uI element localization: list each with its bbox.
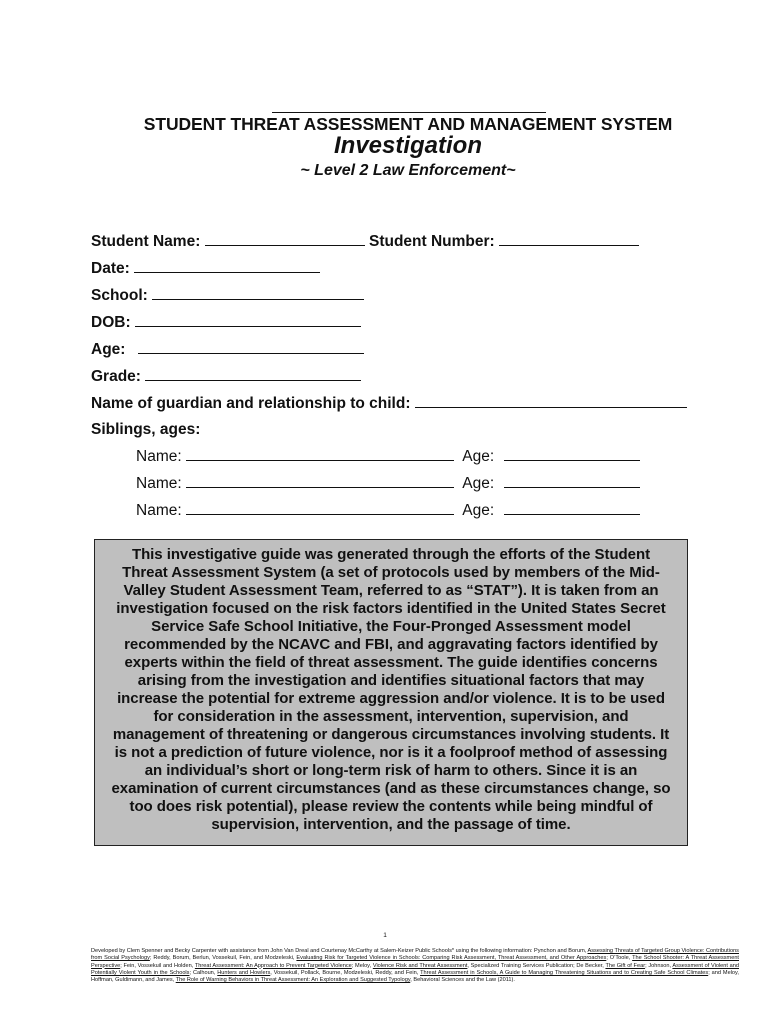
school-row [91,286,364,306]
footnote-text: Developed by Clem Spenner and Becky Carpenter with assistance from John Van Dreal and Courtenay McCarthy at Salem-Keizer Public Schools* using the following information: Pynchon and Borum, [91,948,588,954]
student-number-field[interactable] [499,232,639,246]
footnote-text: , Specialized Training Services Publication; De Becker, [467,962,606,969]
grade-label: Grade: [91,368,141,385]
date-row [91,259,320,279]
sibling-name-label: Name: [136,448,182,465]
sibling-age-label: Age: [462,475,495,492]
notice-line: Threat Assessment System (a set of protocols used by members of the Mid- [122,564,660,581]
notice-line: too does risk potential), please review the contents while being mindful of [129,798,653,815]
notice-line: This investigative guide was generated through the efforts of the Student [131,546,651,563]
sibling-name-label: Name: [136,502,182,519]
student-name-row [91,232,639,252]
sibling-name-field[interactable] [186,474,454,488]
date-field[interactable] [134,259,320,273]
footnote-text: , Vossekuil, Pollack, Bourne, Modzeleski, Reddy, and Fein, [270,969,421,976]
sibling-row [136,447,640,467]
notice-line: increase the potential for extreme aggression and/or violence. It is to be used [117,690,665,707]
grade-row [91,367,361,387]
notice-box [94,539,688,846]
footnote-citation: Threat Assessment in Schools, A Guide to Managing Threatening Situations and to Creating Safe School Climates [420,969,709,976]
notice-line: management of threatening or dangerous circumstances involving students. It [112,726,670,743]
sibling-name-field[interactable] [186,447,454,461]
footnote-text: ; and Meloy, Hoffman, Guldimann, and James, [91,969,739,984]
document-subtitle: ~ Level 2 Law Enforcement~ [300,162,516,179]
document-title: Investigation [333,132,483,159]
notice-line: for consideration in the assessment, intervention, supervision, and [153,708,629,725]
footnote-text: ; Johnson, [645,962,673,969]
sibling-name-label: Name: [136,475,182,492]
siblings-heading: Siblings, ages: [91,421,201,438]
school-field[interactable] [152,286,364,300]
footnote-citation: Violence Risk and Threat Assessment [372,962,468,969]
notice-line: supervision, intervention, and the passage of time. [211,816,571,833]
sibling-age-field[interactable] [504,447,640,461]
guardian-field[interactable] [415,394,687,408]
sibling-name-field[interactable] [186,501,454,515]
student-number-label: Student Number: [369,233,495,250]
footnote-text: , Behavioral Sciences and the Law (2011). [410,977,515,984]
notice-line: is not a prediction of future violence, nor is it a foolproof method of assessing [114,744,668,761]
footnote-citation: Assessing Threats of Targeted Group Violence: Contributions from Social Psychology [91,948,739,962]
sibling-row [136,474,640,494]
footnote [91,948,739,984]
page-number: 1 [383,932,387,939]
student-name-field[interactable] [205,232,365,246]
footnote-citation: Hunters and Howlers [217,969,271,976]
sibling-age-field[interactable] [504,501,640,515]
sibling-row [136,501,640,521]
notice-line: recommended by the NCAVC and FBI, and aggravating factors identified by [124,636,658,653]
age-field[interactable] [138,340,364,354]
footnote-text: ; Reddy, Borum, Berlun, Vossekuil, Fein, and Modzeleski, [149,955,297,962]
age-row [91,340,364,360]
sibling-age-label: Age: [462,502,495,519]
sibling-age-field[interactable] [504,474,640,488]
footnote-citation: The Gift of Fear [605,962,646,969]
student-name-label: Student Name: [91,233,201,250]
dob-row [91,313,361,333]
notice-line: Valley Student Assessment Team, referred to as “STAT”). It is taken from an [123,582,659,599]
notice-line: experts within the field of threat assessment. The guide identifies concerns [124,654,658,671]
footnote-citation: The School Shooter: A Threat Assessment Perspective [91,955,739,969]
footnote-text: ; Fein, Vossekuil and Holden, [120,962,195,969]
age-label: Age: [91,341,126,358]
system-title: STUDENT THREAT ASSESSMENT AND MANAGEMENT SYSTEM [143,114,673,134]
notice-line: Service Safe School Initiative, the Four-Pronged Assessment model [151,618,631,635]
grade-field[interactable] [145,367,361,381]
footnote-text: ; Calhoun, [189,969,218,976]
notice-line: an individual’s short or long-term risk of harm to others. Since it is an [144,762,638,779]
dob-field[interactable] [135,313,361,327]
guardian-label: Name of guardian and relationship to child: [91,395,411,412]
footnote-text: ; O’Toole, [606,955,633,962]
notice-line: investigation focused on the risk factors identified in the United States Secret [116,600,666,617]
guardian-row [91,394,687,414]
dob-label: DOB: [91,314,131,331]
notice-line: examination of current circumstances (and as these circumstances change, so [111,780,671,797]
header-rule [272,112,546,113]
notice-line: arising from the investigation and identifies situational factors that may [137,672,645,689]
date-label: Date: [91,260,130,277]
school-label: School: [91,287,148,304]
footnote-text: ; Meloy, [351,962,373,969]
footnote-citation: Evaluating Risk for Targeted Violence in Schools: Comparing Risk Assessment, Threat Assessment, and Other Approaches [296,955,607,962]
footnote-citation: Threat Assessment: An Approach to Prevent Targeted Violence [194,962,352,969]
footnote-citation: Assessment of Violent and Potentially Violent Youth in the Schools [91,962,739,976]
footnote-citation: The Role of Warning Behaviors in Threat Assessment: An Exploration and Suggested Typology [175,977,411,984]
sibling-age-label: Age: [462,448,495,465]
